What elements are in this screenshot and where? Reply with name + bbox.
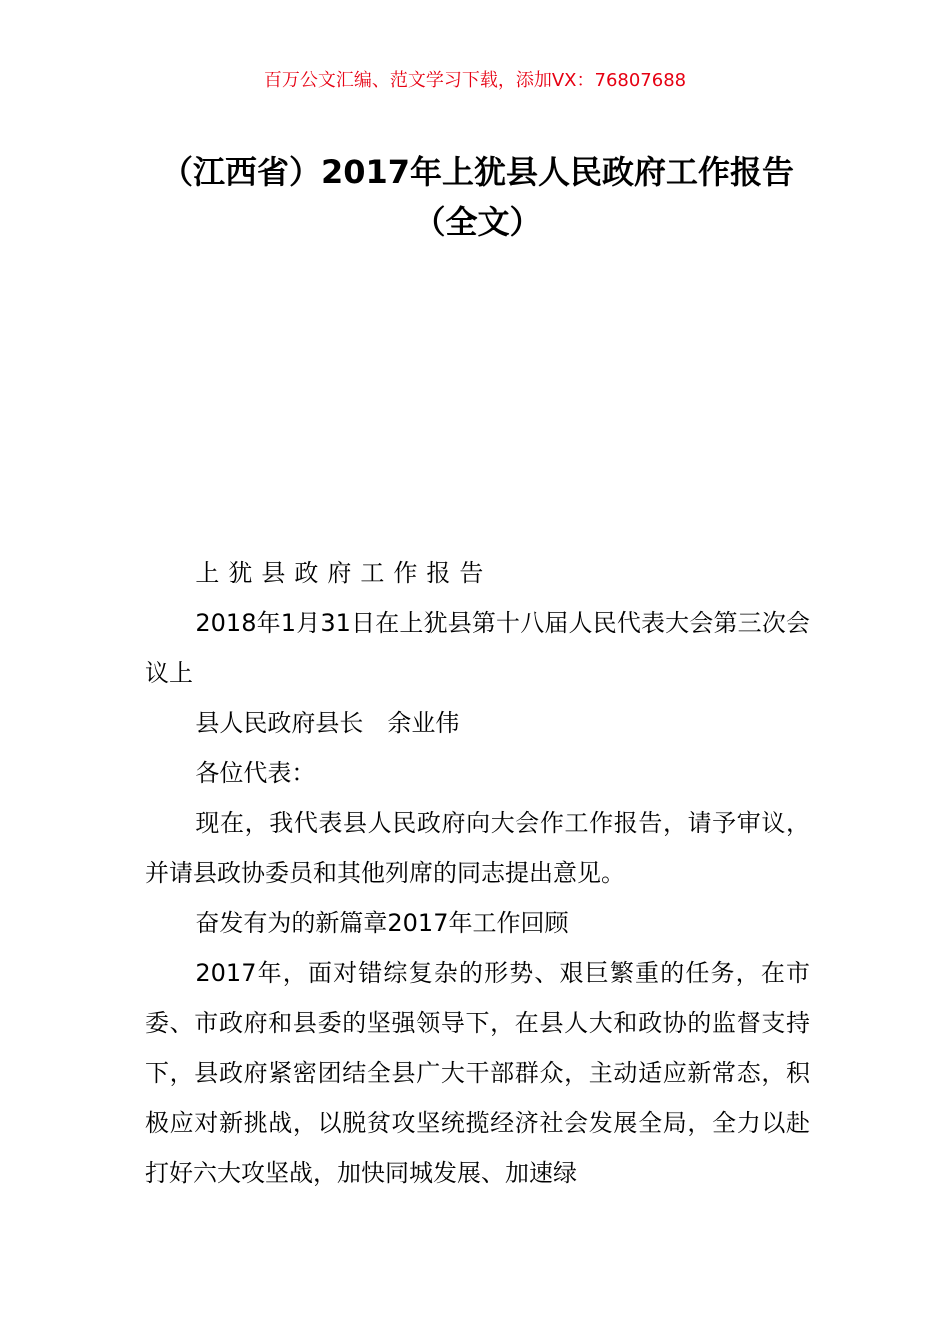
report-subtitle: 上犹县政府工作报告 — [195, 559, 493, 587]
salutation: 各位代表： — [195, 759, 316, 787]
document-body — [145, 548, 810, 1198]
watermark-header: 百万公文汇编、范文学习下载，添加VX：76807688 — [263, 70, 687, 91]
meeting-info: 2018年1月31日在上犹县第十八届人民代表大会第三次会议上 — [145, 609, 810, 687]
body-paragraph: 现在，我代表县人民政府向大会作工作报告，请予审议，并请县政协委员和其他列席的同志提出意见。 — [145, 809, 810, 887]
body-paragraph: 2017年，面对错综复杂的形势、艰巨繁重的任务，在市委、市政府和县委的坚强领导下，在县人大和政协的监督支持下，县政府紧密团结全县广大干部群众，主动适应新常态，积极应对新挑战，以脱贫攻坚统揽经济社会发展全局，全力以赴打好六大攻坚战，加快同城发展、加速绿 — [145, 959, 810, 1187]
section-heading: 奋发有为的新篇章2017年工作回顾 — [195, 909, 569, 937]
speaker-line: 县人民政府县长 余业伟 — [195, 709, 460, 737]
document-title: （江西省）2017年上犹县人民政府工作报告（全文） — [160, 153, 795, 241]
